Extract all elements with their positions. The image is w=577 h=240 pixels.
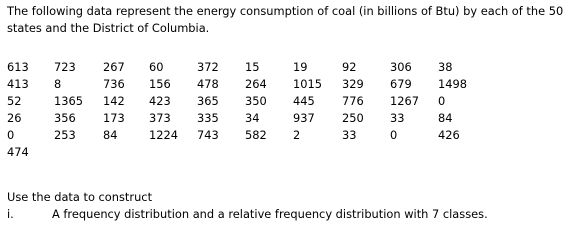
data-cell: 356	[54, 111, 76, 125]
data-row	[7, 127, 527, 144]
task-marker: i.	[7, 207, 14, 221]
data-cell: 1498	[438, 77, 467, 91]
data-cell: 413	[7, 77, 29, 91]
data-cell: 1267	[390, 94, 419, 108]
data-cell: 26	[7, 111, 22, 125]
data-cell: 372	[197, 60, 219, 74]
data-cell: 474	[7, 145, 29, 159]
data-cell: 52	[7, 94, 22, 108]
data-cell: 335	[197, 111, 219, 125]
data-row	[7, 93, 527, 110]
data-cell: 776	[342, 94, 364, 108]
data-cell: 350	[245, 94, 267, 108]
problem-intro: The following data represent the energy consumption of coal (in billions of Btu) by each of the 50 states and the District of Columbia.	[7, 4, 564, 35]
data-cell: 84	[438, 111, 453, 125]
data-cell: 582	[245, 128, 267, 142]
data-row	[7, 110, 527, 127]
data-cell: 1015	[293, 77, 322, 91]
data-cell: 0	[390, 128, 398, 142]
data-cell: 19	[293, 60, 308, 74]
data-cell: 329	[342, 77, 364, 91]
data-cell: 613	[7, 60, 29, 74]
data-cell: 306	[390, 60, 412, 74]
data-cell: 84	[103, 128, 118, 142]
data-cell: 264	[245, 77, 267, 91]
data-cell: 34	[245, 111, 260, 125]
data-cell: 2	[293, 128, 301, 142]
data-cell: 38	[438, 60, 453, 74]
instruction-lead: Use the data to construct	[7, 190, 153, 204]
data-cell: 0	[7, 128, 15, 142]
data-cell: 156	[149, 77, 171, 91]
data-cell: 478	[197, 77, 219, 91]
data-cell: 250	[342, 111, 364, 125]
data-cell: 253	[54, 128, 76, 142]
data-cell: 15	[245, 60, 260, 74]
data-cell: 267	[103, 60, 125, 74]
data-cell: 33	[390, 111, 405, 125]
data-cell: 373	[149, 111, 171, 125]
data-cell: 60	[149, 60, 164, 74]
data-cell: 142	[103, 94, 125, 108]
data-cell: 1224	[149, 128, 178, 142]
data-cell: 365	[197, 94, 219, 108]
data-cell: 743	[197, 128, 219, 142]
data-cell: 0	[438, 94, 446, 108]
data-cell: 679	[390, 77, 412, 91]
data-row	[7, 144, 527, 161]
data-row	[7, 76, 527, 93]
data-cell: 33	[342, 128, 357, 142]
task-text: A frequency distribution and a relative frequency distribution with 7 classes.	[52, 207, 488, 221]
data-cell: 423	[149, 94, 171, 108]
data-cell: 8	[54, 77, 62, 91]
data-cell: 736	[103, 77, 125, 91]
data-cell: 1365	[54, 94, 83, 108]
data-cell: 445	[293, 94, 315, 108]
data-cell: 426	[438, 128, 460, 142]
data-cell: 723	[54, 60, 76, 74]
data-cell: 173	[103, 111, 125, 125]
data-cell: 92	[342, 60, 357, 74]
data-row	[7, 59, 527, 76]
data-cell: 937	[293, 111, 315, 125]
